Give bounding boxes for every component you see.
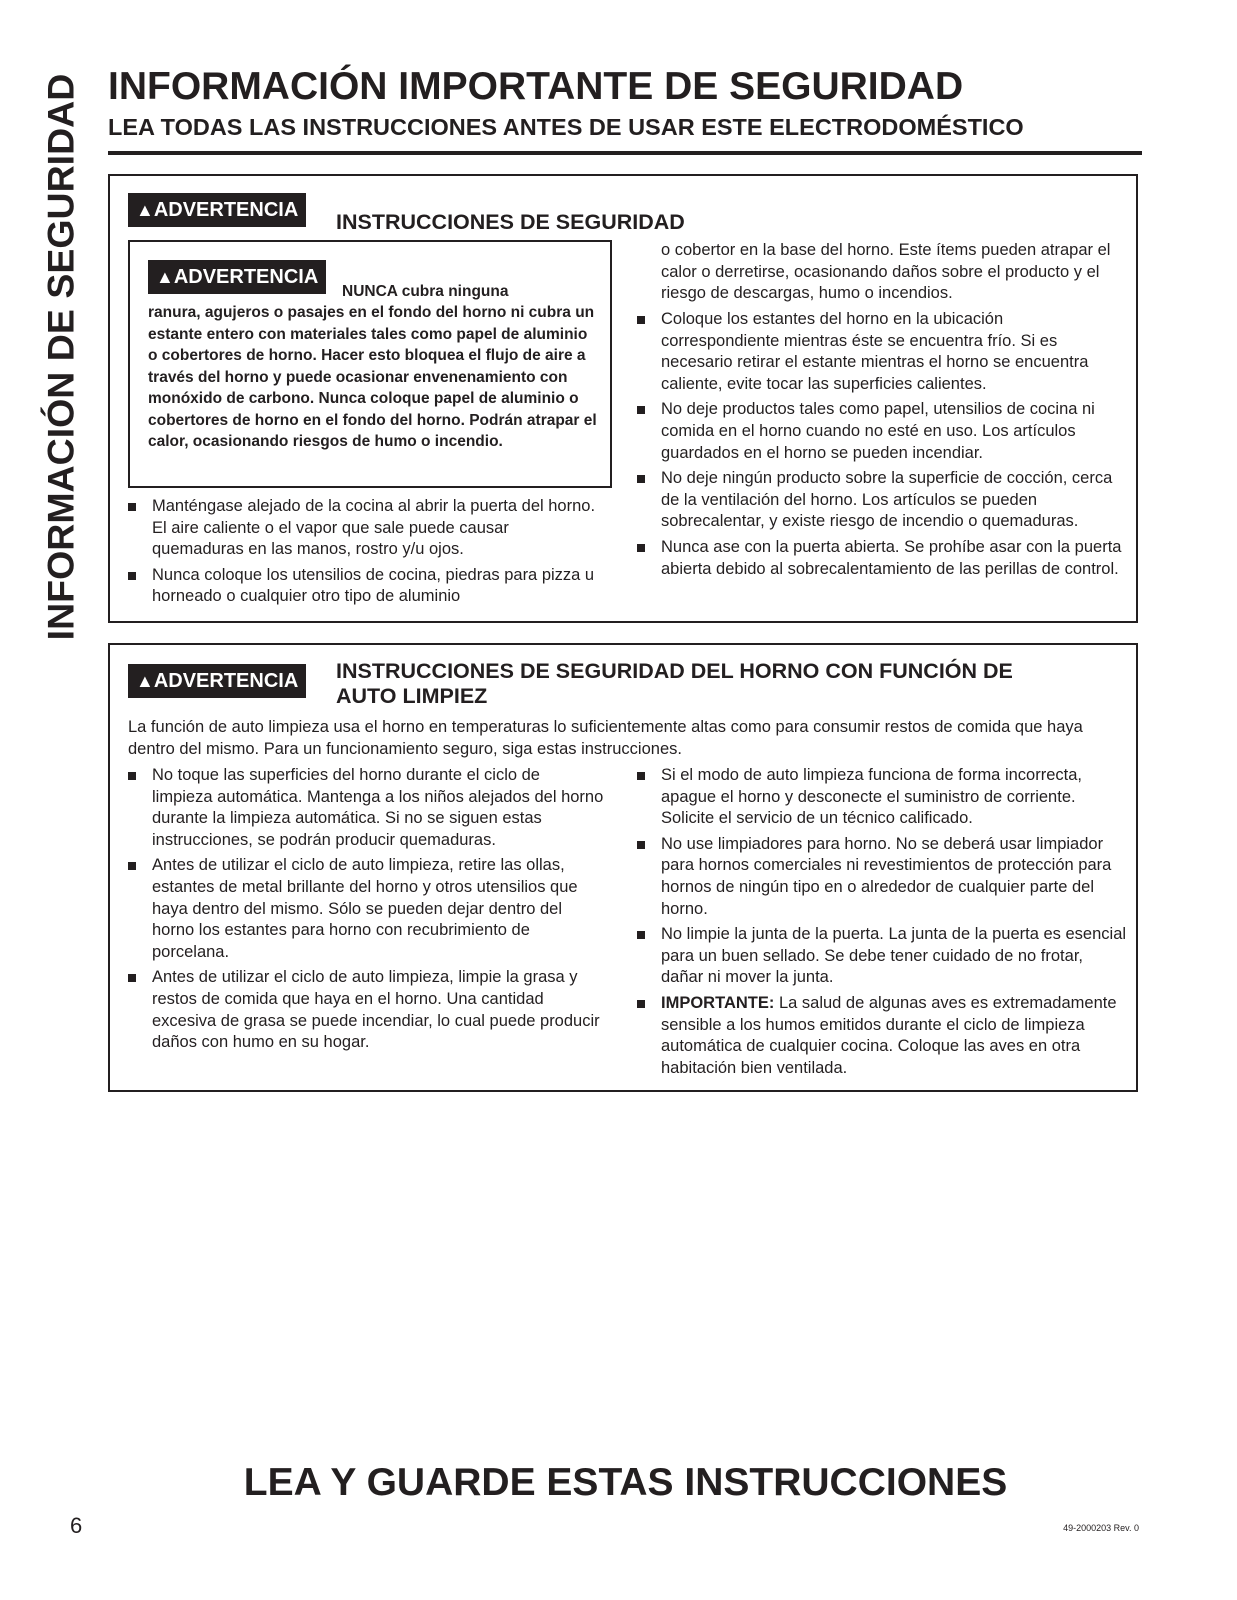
list-item: No use limpiadores para horno. No se deberá usar limpiador para hornos comerciales ni revestimientos de protección para hornos de ningún tipo en o alrededor de cualquier parte del horno.: [637, 834, 1127, 920]
footer-title: LEA Y GUARDE ESTAS INSTRUCCIONES: [243, 1461, 1008, 1504]
list-item: No deje ningún producto sobre la superficie de cocción, cerca de la ventilación del horno. Los artículos se pueden sobrecalentar, y existe riesgo de incendio o quemaduras.: [637, 468, 1123, 533]
inner-warning-box: [128, 240, 612, 488]
document-code: 49-2000203 Rev. 0: [1063, 1523, 1139, 1533]
side-tab-label: INFORMACIÓN DE SEGURIDAD: [39, 73, 82, 641]
inner-warning-badge: [148, 260, 326, 294]
warning-triangle-icon: ▲: [136, 671, 154, 691]
inner-warning-text: ranura, agujeros o pasajes en el fondo del horno ni cubra un estante entero con materiales tales como papel de aluminio o cobertores de horno. Hacer esto bloquea el flujo de aire a través del horno y puede ocasionar envenenamiento con monóxido de carbono. Nunca coloque papel de aluminio o cobertores de horno en el fondo del horno. Podrán atrapar el calor, ocasionando riesgos de humo o incendio.: [148, 304, 597, 450]
list-item: No limpie la junta de la puerta. La junta de la puerta es esencial para un buen sellado. Se debe tener cuidado de no frotar, dañar ni mover la junta.: [637, 924, 1127, 989]
list-item: Nunca coloque los utensilios de cocina, piedras para pizza u horneado o cualquier otro tipo de aluminio: [128, 565, 604, 608]
list-item: No toque las superficies del horno durante el ciclo de limpieza automática. Mantenga a los niños alejados del horno durante la limpieza automática. Si no se siguen estas instrucciones, se podrán producir quemaduras.: [128, 765, 604, 851]
inner-warning-badge-label: ADVERTENCIA: [173, 266, 319, 288]
warning-triangle-icon: ▲: [156, 267, 174, 287]
list-item: No deje productos tales como papel, utensilios de cocina ni comida en el horno cuando no esté en uso. Los artículos guardados en el horno se pueden incendiar.: [637, 399, 1123, 464]
left-bullet-list: [128, 765, 604, 1058]
list-item: Antes de utilizar el ciclo de auto limpieza, limpie la grasa y restos de comida que haya en el horno. Una cantidad excesiva de grasa se puede incendiar, lo cual puede producir daños con humo en su hogar.: [128, 967, 604, 1053]
warning-badge-label: ADVERTENCIA: [153, 199, 299, 221]
title-divider: [108, 151, 1142, 155]
list-item: Nunca ase con la puerta abierta. Se prohíbe asar con la puerta abierta debido al sobrecalentamiento de las perillas de control.: [637, 537, 1123, 580]
continuation-text: o cobertor en la base del horno. Este ítems pueden atrapar el calor o derretirse, ocasionando daños sobre el producto y el riesgo de descargas, humo o incendios.: [661, 241, 1111, 303]
warning-badge-label: ADVERTENCIA: [153, 670, 299, 692]
safety-instructions-box: [108, 174, 1138, 623]
inner-warning-lead: NUNCA cubra ninguna: [342, 283, 509, 300]
list-item: Si el modo de auto limpieza funciona de forma incorrecta, apague el horno y desconecte el suministro de corriente. Solicite el servicio de un técnico calificado.: [637, 765, 1127, 830]
section-heading: INSTRUCCIONES DE SEGURIDAD DEL HORNO CON FUNCIÓN DE AUTO LIMPIEZ: [336, 659, 1013, 708]
important-label: IMPORTANTE:: [661, 993, 775, 1012]
list-item: Coloque los estantes del horno en la ubicación correspondiente mientras éste se encuentra frío. Si es necesario retirar el estante mientras el horno se encuentra caliente, evite tocar las superficies calientes.: [637, 309, 1123, 395]
self-clean-instructions-box: [108, 643, 1138, 1092]
right-bullet-list: [637, 309, 1123, 584]
warning-badge: [128, 193, 306, 227]
list-item: Antes de utilizar el ciclo de auto limpieza, retire las ollas, estantes de metal brillante del horno y otros utensilios que haya dentro del mismo. Sólo se pueden dejar dentro del horno los estantes para horno con recubrimiento de porcelana.: [128, 855, 604, 963]
left-bullet-list: [128, 496, 604, 612]
page-number: 6: [70, 1513, 83, 1538]
section-heading: INSTRUCCIONES DE SEGURIDAD: [336, 210, 685, 234]
warning-triangle-icon: ▲: [136, 200, 154, 220]
page-subtitle: LEA TODAS LAS INSTRUCCIONES ANTES DE USAR ESTE ELECTRODOMÉSTICO: [108, 114, 1024, 140]
page-title: INFORMACIÓN IMPORTANTE DE SEGURIDAD: [108, 65, 964, 108]
section-intro: La función de auto limpieza usa el horno en temperaturas lo suficientemente altas como para consumir restos de comida que haya dentro del mismo. Para un funcionamiento seguro, siga estas instrucciones.: [128, 718, 1083, 758]
right-bullet-list: [637, 765, 1127, 1083]
list-item: Manténgase alejado de la cocina al abrir la puerta del horno. El aire caliente o el vapor que sale puede causar quemaduras en las manos, rostro y/u ojos.: [128, 496, 604, 561]
list-item: IMPORTANTE: La salud de algunas aves es extremadamente sensible a los humos emitidos durante el ciclo de limpieza automática de cualquier cocina. Coloque las aves en otra habitación bien ventilada.: [637, 993, 1127, 1079]
side-tab: [36, 72, 86, 642]
warning-badge: [128, 664, 306, 698]
